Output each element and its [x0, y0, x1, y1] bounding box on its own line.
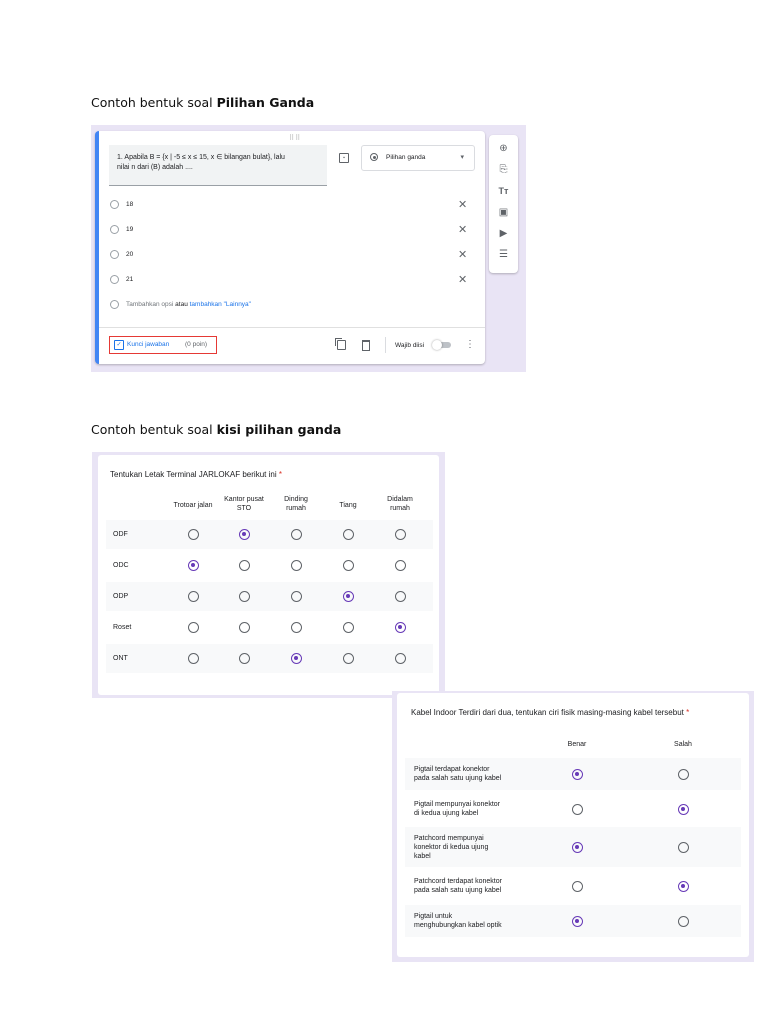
add-option-link[interactable]: Tambahkan opsi	[126, 301, 174, 308]
row-label: Patchcord mempunyai konektor di kedua ujung kabel	[414, 834, 489, 860]
row-label: ODP	[113, 593, 129, 600]
grid-radio[interactable]	[291, 591, 302, 602]
grid-radio[interactable]	[291, 653, 302, 664]
grid-radio[interactable]	[343, 560, 354, 571]
row-background	[106, 520, 433, 549]
grid-radio[interactable]	[678, 769, 689, 780]
mc-editor-screenshot	[91, 125, 526, 372]
option-row[interactable]	[110, 249, 470, 261]
grid-radio[interactable]	[239, 591, 250, 602]
grid-radio[interactable]	[239, 622, 250, 633]
grid-radio[interactable]	[188, 622, 199, 633]
grid-radio[interactable]	[395, 560, 406, 571]
row-background	[106, 582, 433, 611]
option-radio	[110, 250, 119, 259]
chevron-down-icon: ▾	[460, 154, 464, 161]
row-label: ODF	[113, 531, 128, 538]
question-type-select[interactable]	[361, 145, 475, 171]
grid-radio[interactable]	[291, 560, 302, 571]
grid-radio[interactable]	[188, 653, 199, 664]
row-background	[106, 644, 433, 673]
option-radio	[110, 200, 119, 209]
option-radio	[110, 275, 119, 284]
question-input[interactable]	[109, 145, 327, 186]
grid-radio[interactable]	[678, 916, 689, 927]
duplicate-icon[interactable]	[337, 340, 346, 350]
column-header: Benar	[567, 741, 587, 748]
column-header: Trotoar jalan	[173, 502, 213, 509]
option-row[interactable]	[110, 199, 470, 211]
grid-radio[interactable]	[239, 560, 250, 571]
grid-radio[interactable]	[188, 591, 199, 602]
drag-handle-icon[interactable]: ⠿⠿	[289, 135, 302, 142]
grid-radio[interactable]	[572, 804, 583, 815]
column-header: Dinding rumah	[284, 496, 308, 512]
column-header: Salah	[674, 741, 692, 748]
option-label[interactable]: 19	[126, 226, 134, 233]
grid-radio[interactable]	[395, 653, 406, 664]
grid-title: Kabel Indoor Terdiri dari dua, tentukan ciri fisik masing-masing kabel tersebut *	[411, 708, 690, 717]
add-other-link[interactable]: tambahkan "Lainnya"	[189, 301, 251, 308]
grid-question-terminal	[92, 452, 445, 698]
grid-question-kabel	[392, 691, 754, 962]
row-label: Roset	[113, 624, 132, 631]
row-label: ONT	[113, 655, 128, 662]
import-icon[interactable]: ⎘	[499, 164, 508, 175]
option-radio	[110, 300, 119, 309]
title-icon[interactable]: Tт	[498, 186, 509, 196]
question-text: 1. Apabila B = {x | -5 ≤ x ≤ 15, x ∈ bilangan bulat}, lalu nilai n dari (B) adalah ....	[117, 154, 285, 171]
grid-radio[interactable]	[343, 622, 354, 633]
question-type-label: Pilihan ganda	[386, 154, 426, 161]
option-row[interactable]	[110, 224, 470, 236]
grid-radio[interactable]	[343, 591, 354, 602]
more-vert-icon[interactable]: ⋮	[465, 339, 475, 350]
side-toolbar	[489, 135, 518, 273]
video-icon[interactable]: ▶	[499, 228, 508, 239]
grid-radio[interactable]	[572, 881, 583, 892]
row-label: ODC	[113, 562, 129, 569]
required-label: Wajib diisi	[395, 342, 425, 349]
grid-radio[interactable]	[395, 622, 406, 633]
option-label[interactable]: 18	[126, 201, 134, 208]
grid-radio[interactable]	[395, 591, 406, 602]
heading-kisi-pilihan-ganda: Contoh bentuk soal kisi pilihan ganda	[91, 422, 342, 437]
grid-radio[interactable]	[291, 529, 302, 540]
close-icon[interactable]: ✕	[458, 249, 468, 261]
grid-radio[interactable]	[343, 529, 354, 540]
close-icon[interactable]: ✕	[458, 274, 468, 286]
grid-radio[interactable]	[188, 529, 199, 540]
option-label[interactable]: 21	[126, 276, 134, 283]
grid-radio[interactable]	[343, 653, 354, 664]
divider	[99, 327, 485, 328]
grid-radio[interactable]	[678, 804, 689, 815]
column-header: Didalam rumah	[387, 496, 413, 512]
column-header: Kantor pusat STO	[224, 496, 264, 512]
section-icon[interactable]: ☰	[499, 249, 508, 260]
grid-title: Tentukan Letak Terminal JARLOKAF berikut ini *	[110, 470, 282, 479]
answer-key-icon: ✓	[114, 340, 124, 350]
add-image-icon[interactable]: ▪	[339, 153, 349, 163]
heading-pilihan-ganda: Contoh bentuk soal Pilihan Ganda	[91, 95, 315, 110]
close-icon[interactable]: ✕	[458, 199, 468, 211]
grid-radio[interactable]	[188, 560, 199, 571]
question-card	[95, 131, 485, 364]
column-header: Tiang	[339, 502, 357, 509]
answer-key-button[interactable]: ✓ Kunci jawaban (0 poin)	[109, 336, 217, 354]
image-icon[interactable]: ▣	[498, 207, 509, 218]
grid-radio[interactable]	[291, 622, 302, 633]
grid-radio[interactable]	[572, 769, 583, 780]
add-question-icon[interactable]: ⊕	[499, 143, 508, 154]
radio-type-icon	[370, 153, 378, 161]
option-row[interactable]	[110, 274, 470, 286]
option-radio	[110, 225, 119, 234]
close-icon[interactable]: ✕	[458, 224, 468, 236]
row-label: Pigtail mempunyai konektor di kedua ujung kabel	[414, 801, 500, 817]
grid-radio[interactable]	[678, 842, 689, 853]
trash-icon[interactable]	[362, 340, 370, 351]
grid-radio[interactable]	[395, 529, 406, 540]
option-label[interactable]: 20	[126, 251, 134, 258]
row-label: Patchcord terdapat konektor pada salah satu ujung kabel	[414, 878, 502, 894]
grid-radio[interactable]	[239, 653, 250, 664]
grid-radio[interactable]	[239, 529, 250, 540]
divider	[385, 337, 386, 353]
points-label: (0 poin)	[185, 341, 208, 348]
grid-radio[interactable]	[572, 916, 583, 927]
grid-radio[interactable]	[572, 842, 583, 853]
required-toggle[interactable]	[433, 342, 451, 348]
add-option-row: Tambahkan opsi atau tambahkan "Lainnya"	[110, 299, 470, 311]
row-label: Pigtail terdapat konektor pada salah satu ujung kabel	[414, 766, 502, 782]
grid-radio[interactable]	[678, 881, 689, 892]
row-label: Pigtail untuk menghubungkan kabel optik	[414, 913, 502, 929]
grid-card	[98, 455, 439, 695]
grid-card	[397, 693, 749, 957]
